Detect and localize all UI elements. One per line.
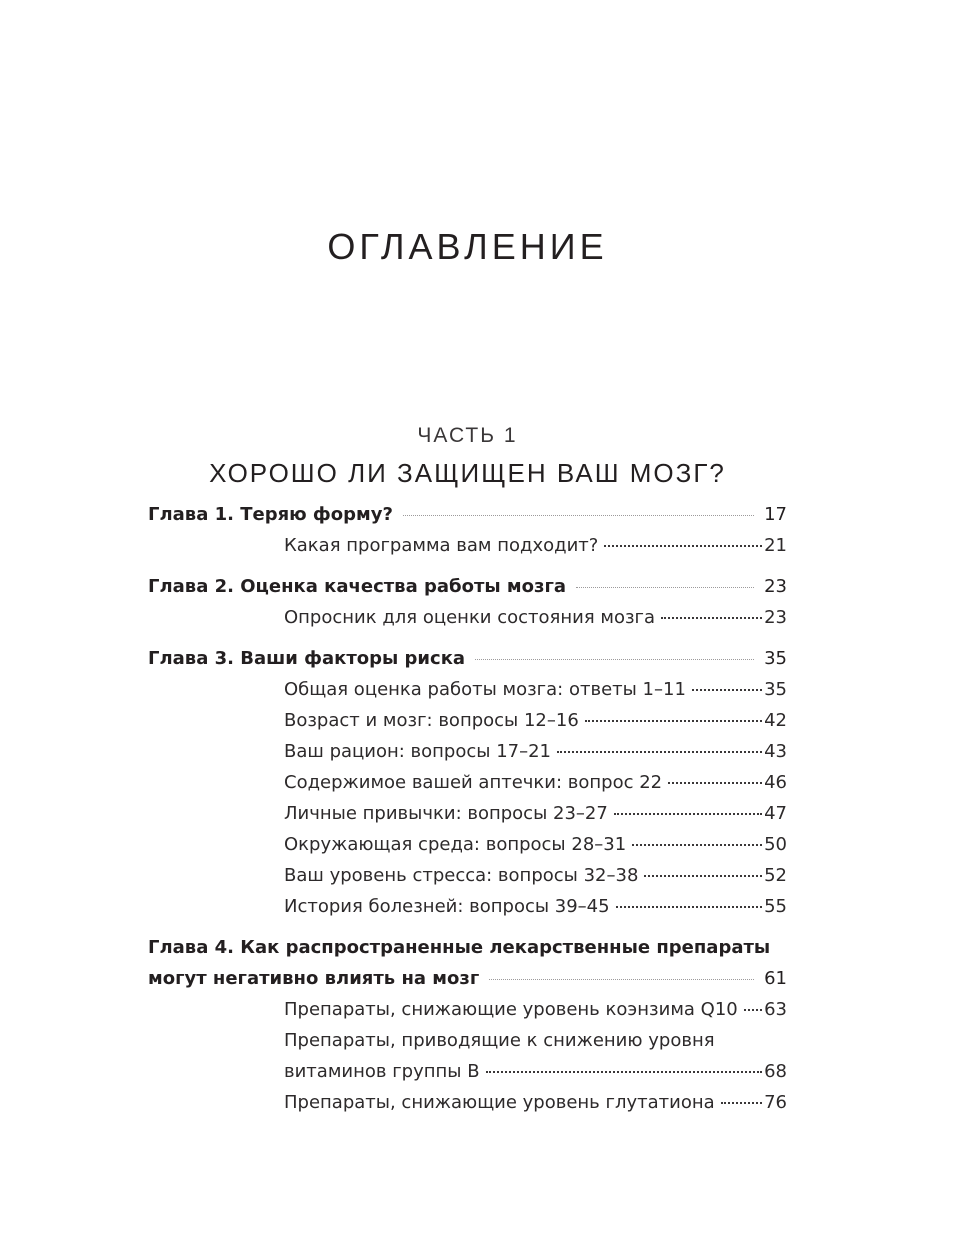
dot-leader xyxy=(721,1102,762,1104)
dot-leader xyxy=(486,1071,763,1073)
toc-entry-section[interactable] xyxy=(148,767,787,798)
section-title: Препараты, снижающие уровень глутатиона xyxy=(284,1092,715,1113)
section-title: Окружающая среда: вопросы 28–31 xyxy=(284,834,627,855)
toc-entry-section[interactable] xyxy=(148,798,787,829)
toc-entry-section[interactable] xyxy=(148,602,787,633)
dot-leader xyxy=(475,659,754,660)
page-number: 23 xyxy=(764,576,787,597)
part-label: ЧАСТЬ 1 xyxy=(417,424,518,447)
toc-entry-section[interactable] xyxy=(148,994,787,1025)
toc-entry-chapter-3[interactable] xyxy=(148,643,787,674)
toc-entry-chapter-1[interactable] xyxy=(148,499,787,530)
section-title-line-2: витаминов группы В xyxy=(284,1061,480,1082)
table-of-contents xyxy=(148,499,787,1128)
toc-entry-section[interactable] xyxy=(148,674,787,705)
toc-entry-chapter-2[interactable] xyxy=(148,571,787,602)
toc-entry-section[interactable] xyxy=(148,829,787,860)
section-title: Содержимое вашей аптечки: вопрос 22 xyxy=(284,772,663,793)
section-title: Ваш уровень стресса: вопросы 32–38 xyxy=(284,865,639,886)
dot-leader xyxy=(604,545,762,547)
toc-entry-section[interactable] xyxy=(148,1025,787,1087)
toc-entry-section[interactable] xyxy=(148,530,787,561)
dot-leader xyxy=(632,844,762,846)
section-title: Возраст и мозг: вопросы 12–16 xyxy=(284,710,579,731)
dot-leader xyxy=(692,689,762,691)
toc-entry-section[interactable] xyxy=(148,860,787,891)
dot-leader xyxy=(585,720,762,722)
dot-leader xyxy=(489,979,754,980)
dot-leader xyxy=(616,906,763,908)
page-number: 55 xyxy=(764,896,787,917)
dot-leader xyxy=(661,617,762,619)
chapter-4 xyxy=(148,932,787,1118)
page-number: 76 xyxy=(764,1092,787,1113)
dot-leader xyxy=(744,1009,762,1011)
section-title: Какая программа вам подходит? xyxy=(284,535,599,556)
toc-entry-section[interactable] xyxy=(148,1087,787,1118)
page-number: 35 xyxy=(764,679,787,700)
page-number: 17 xyxy=(764,504,787,525)
toc-entry-section[interactable] xyxy=(148,736,787,767)
dot-leader xyxy=(576,587,754,588)
dot-leader xyxy=(668,782,762,784)
part-title: ХОРОШО ЛИ ЗАЩИЩЕН ВАШ МОЗГ? xyxy=(209,458,726,488)
section-title-line-1: Препараты, приводящие к снижению уровня xyxy=(284,1030,715,1051)
chapter-2 xyxy=(148,571,787,633)
page-number: 52 xyxy=(764,865,787,886)
page-number: 68 xyxy=(764,1061,787,1082)
toc-entry-section[interactable] xyxy=(148,705,787,736)
dot-leader xyxy=(614,813,762,815)
toc-entry-section[interactable] xyxy=(148,891,787,922)
page-number: 61 xyxy=(764,968,787,989)
chapter-title: Глава 2. Оценка качества работы мозга xyxy=(148,576,567,597)
page-number: 21 xyxy=(764,535,787,556)
page-number: 46 xyxy=(764,772,787,793)
page-number: 23 xyxy=(764,607,787,628)
dot-leader xyxy=(557,751,762,753)
chapter-title-line-1: Глава 4. Как распространенные лекарственные препараты xyxy=(148,937,771,958)
toc-entry-chapter-4[interactable] xyxy=(148,932,787,994)
page-number: 35 xyxy=(764,648,787,669)
chapter-title: Глава 3. Ваши факторы риска xyxy=(148,648,466,669)
chapter-3 xyxy=(148,643,787,922)
page-number: 63 xyxy=(764,999,787,1020)
section-title: Опросник для оценки состояния мозга xyxy=(284,607,656,628)
chapter-title-line-2: могут негативно влиять на мозг xyxy=(148,968,480,989)
chapter-title: Глава 1. Теряю форму? xyxy=(148,504,393,525)
section-title: Препараты, снижающие уровень коэнзима Q10 xyxy=(284,999,738,1020)
dot-leader xyxy=(644,875,762,877)
section-title: Общая оценка работы мозга: ответы 1–11 xyxy=(284,679,686,700)
page-title: ОГЛАВЛЕНИЕ xyxy=(327,226,608,267)
page-number: 47 xyxy=(764,803,787,824)
dot-leader xyxy=(403,515,754,516)
page-number: 43 xyxy=(764,741,787,762)
chapter-1 xyxy=(148,499,787,561)
section-title: Ваш рацион: вопросы 17–21 xyxy=(284,741,552,762)
page-number: 42 xyxy=(764,710,787,731)
section-title: История болезней: вопросы 39–45 xyxy=(284,896,610,917)
page-number: 50 xyxy=(764,834,787,855)
section-title: Личные привычки: вопросы 23–27 xyxy=(284,803,608,824)
